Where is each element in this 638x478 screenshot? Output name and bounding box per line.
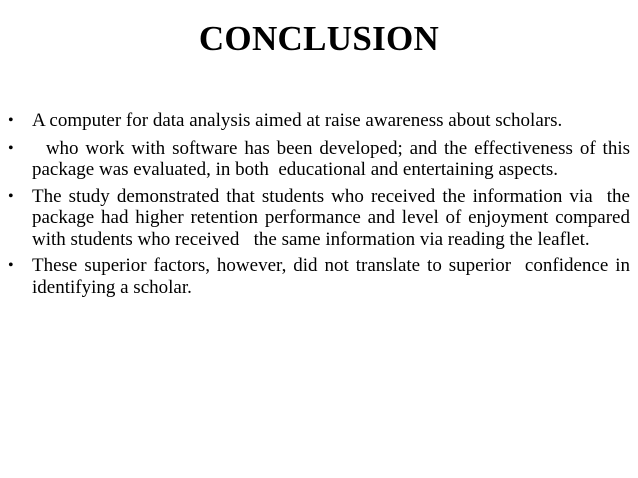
bullet-dot-icon: • bbox=[8, 257, 14, 274]
bullet-list bbox=[8, 110, 635, 298]
bullet-text: These superior factors, however, did not translate to superior confidence in identifying a scholar. bbox=[32, 255, 635, 298]
bullet-dot-icon: • bbox=[8, 139, 14, 157]
bullet-text: The study demonstrated that students who received the information via the package had higher retention performance and level of enjoyment compared with students who received the same information via reading the leaflet. bbox=[32, 185, 635, 250]
bullet-item bbox=[8, 137, 635, 181]
bullet-item bbox=[8, 110, 630, 132]
bullet-item bbox=[8, 255, 635, 298]
bullet-dot-icon: • bbox=[8, 187, 14, 205]
bullet-text: A computer for data analysis aimed at raise awareness about scholars. bbox=[32, 110, 563, 131]
bullet-text: who work with software has been developed; and the effectiveness of this package was evaluated, in both educational and entertaining aspects. bbox=[32, 137, 635, 180]
slide-title: CONCLUSION bbox=[198, 19, 440, 58]
bullet-dot-icon: • bbox=[8, 112, 14, 129]
bullet-item bbox=[8, 185, 635, 251]
